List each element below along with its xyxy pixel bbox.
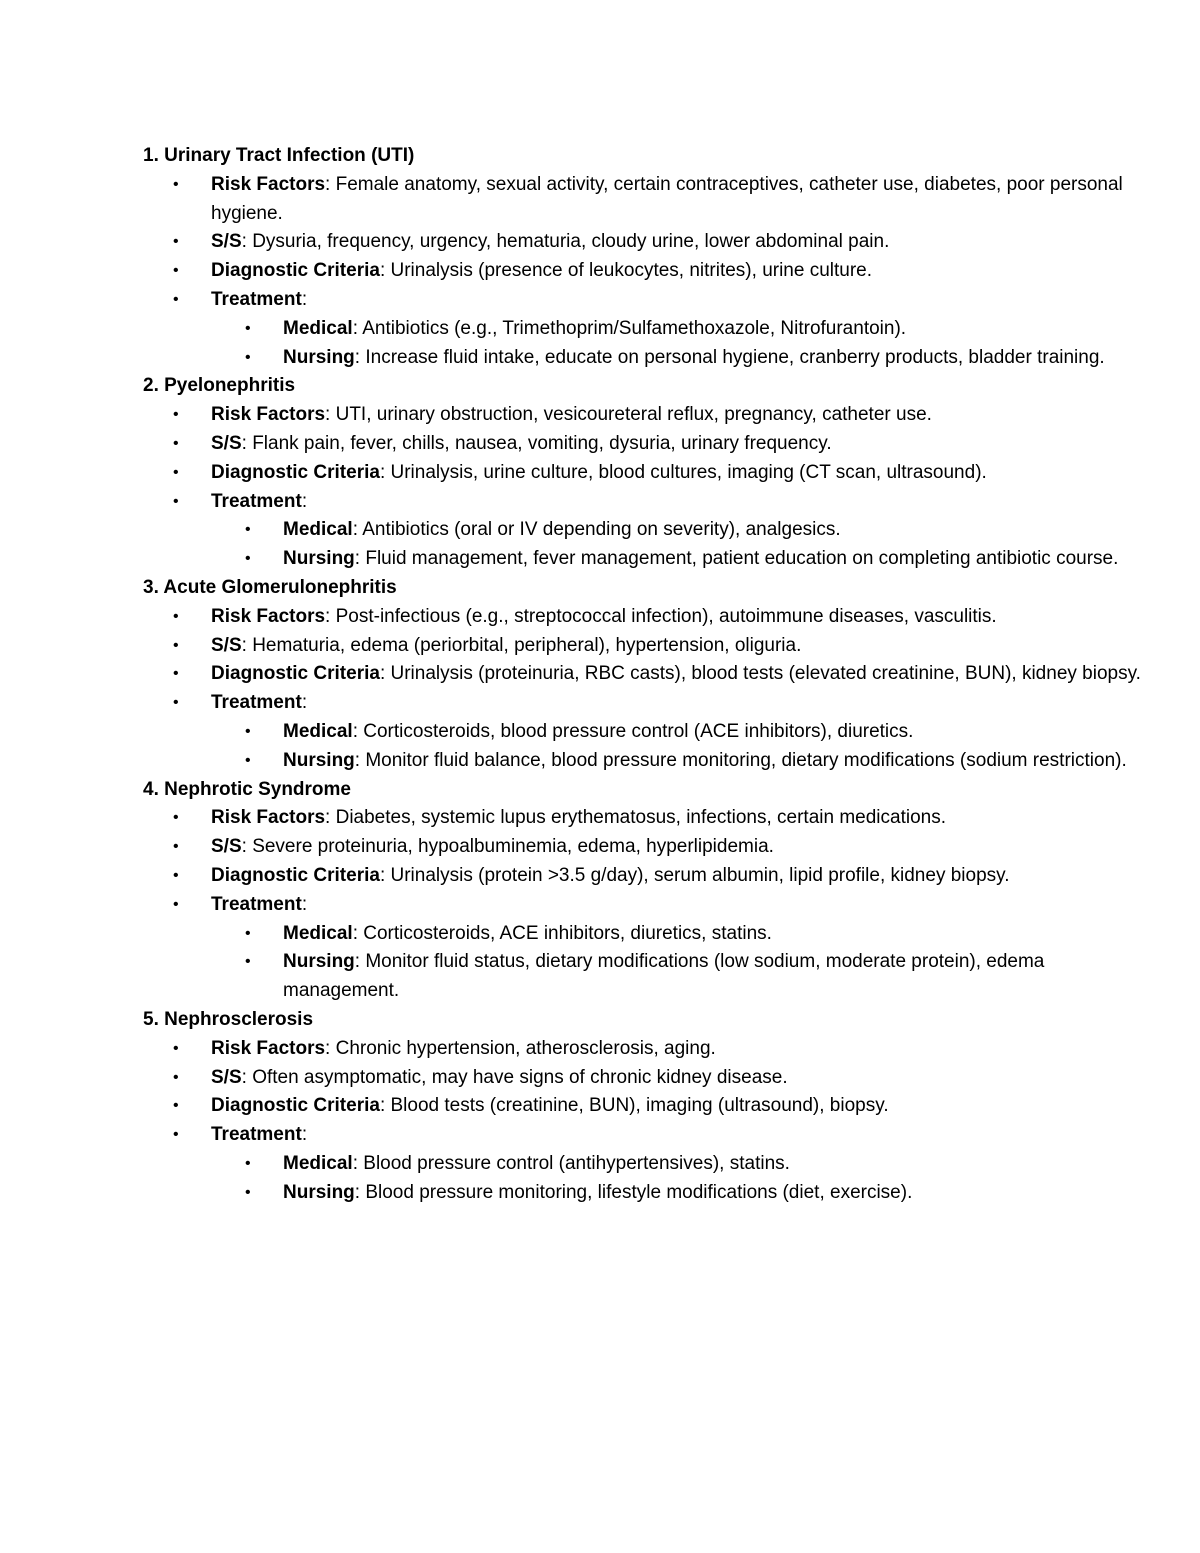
- item-text: Monitor fluid balance, blood pressure monitoring, dietary modifications (sodium restriction).: [365, 749, 1127, 771]
- item-separator: :: [325, 173, 336, 195]
- bullet-icon: •: [245, 521, 251, 539]
- item-label: S/S: [211, 634, 242, 656]
- bullet-icon: •: [245, 953, 251, 971]
- bullet-icon: •: [245, 924, 251, 942]
- section: [143, 142, 1143, 372]
- item-label: Diagnostic Criteria: [211, 461, 380, 483]
- section-title: 2. Pyelonephritis: [143, 375, 296, 397]
- item-text: Female anatomy, sexual activity, certain contraceptives, catheter use, diabetes, poor personal hygiene.: [211, 173, 1123, 224]
- item-separator: :: [301, 1124, 308, 1146]
- section-title: 5. Nephrosclerosis: [143, 1008, 314, 1030]
- item-text: Chronic hypertension, atherosclerosis, aging.: [335, 1037, 716, 1059]
- item-separator: :: [354, 548, 366, 570]
- item-label: Treatment: [211, 288, 302, 310]
- item-separator: :: [241, 432, 253, 454]
- list-item: [143, 862, 1143, 891]
- section: [143, 574, 1143, 776]
- item-separator: :: [352, 922, 364, 944]
- item-label: S/S: [211, 836, 242, 858]
- item-separator: :: [241, 231, 253, 253]
- item-separator: :: [325, 1037, 336, 1059]
- bullet-icon: •: [173, 895, 179, 913]
- item-separator: :: [379, 663, 391, 685]
- list-item: [143, 1092, 1143, 1121]
- item-label: Medical: [283, 519, 353, 541]
- sub-list-item: [143, 920, 1143, 949]
- sub-list-item: [143, 747, 1143, 776]
- item-text: Urinalysis, urine culture, blood cultures, imaging (CT scan, ultrasound).: [390, 461, 987, 483]
- item-label: Risk Factors: [211, 173, 326, 195]
- list-item: [143, 430, 1143, 459]
- sub-list-item: [143, 315, 1143, 344]
- list-item: [143, 286, 1143, 315]
- item-separator: :: [352, 720, 364, 742]
- section: [143, 1006, 1143, 1208]
- item-separator: :: [241, 836, 253, 858]
- item-text: Flank pain, fever, chills, nausea, vomiting, dysuria, urinary frequency.: [252, 432, 832, 454]
- item-label: Risk Factors: [211, 605, 326, 627]
- item-separator: :: [241, 1066, 253, 1088]
- item-text: Severe proteinuria, hypoalbuminemia, edema, hyperlipidemia.: [252, 836, 774, 858]
- sub-list-item: [143, 545, 1143, 574]
- list-item: [143, 228, 1143, 257]
- section-title: 4. Nephrotic Syndrome: [143, 778, 351, 800]
- sub-list-item: [143, 344, 1143, 373]
- bullet-icon: •: [173, 809, 179, 827]
- bullet-icon: •: [245, 348, 251, 366]
- bullet-icon: •: [173, 866, 179, 884]
- item-separator: :: [379, 864, 391, 886]
- item-separator: :: [325, 404, 336, 426]
- item-separator: :: [354, 346, 366, 368]
- list-item: [143, 660, 1143, 689]
- item-separator: :: [301, 893, 308, 915]
- bullet-icon: •: [245, 319, 251, 337]
- item-text: Diabetes, systemic lupus erythematosus, infections, certain medications.: [335, 807, 946, 829]
- section: [143, 372, 1143, 574]
- list-item: [143, 459, 1143, 488]
- item-label: Diagnostic Criteria: [211, 260, 380, 282]
- list-item: [143, 488, 1143, 517]
- bullet-icon: •: [173, 262, 179, 280]
- item-label: Treatment: [211, 692, 302, 714]
- item-separator: :: [352, 317, 363, 339]
- item-separator: :: [301, 692, 308, 714]
- item-separator: :: [325, 807, 336, 829]
- bullet-icon: •: [173, 1097, 179, 1115]
- bullet-icon: •: [173, 694, 179, 712]
- item-label: Medical: [283, 317, 353, 339]
- item-separator: :: [352, 519, 363, 541]
- item-label: Medical: [283, 1152, 353, 1174]
- item-label: Risk Factors: [211, 404, 326, 426]
- item-text: Urinalysis (protein >3.5 g/day), serum albumin, lipid profile, kidney biopsy.: [390, 864, 1010, 886]
- bullet-icon: •: [173, 434, 179, 452]
- item-label: Medical: [283, 922, 353, 944]
- list-item: [143, 1064, 1143, 1093]
- item-text: Urinalysis (presence of leukocytes, nitrites), urine culture.: [390, 260, 873, 282]
- bullet-icon: •: [245, 550, 251, 568]
- item-text: Monitor fluid status, dietary modifications (low sodium, moderate protein), edema management.: [283, 951, 1045, 1002]
- item-label: Diagnostic Criteria: [211, 663, 380, 685]
- list-item: [143, 689, 1143, 718]
- item-text: Often asymptomatic, may have signs of chronic kidney disease.: [252, 1066, 788, 1088]
- document-body: [143, 142, 1143, 1207]
- bullet-icon: •: [173, 607, 179, 625]
- item-label: S/S: [211, 231, 242, 253]
- bullet-icon: •: [173, 1068, 179, 1086]
- item-label: Nursing: [283, 951, 355, 973]
- item-text: Blood pressure control (antihypertensives), statins.: [363, 1152, 790, 1174]
- list-item: [143, 171, 1143, 229]
- list-item: [143, 603, 1143, 632]
- item-text: Blood pressure monitoring, lifestyle modifications (diet, exercise).: [365, 1181, 913, 1203]
- item-label: Nursing: [283, 346, 355, 368]
- bullet-icon: •: [173, 665, 179, 683]
- item-label: Risk Factors: [211, 807, 326, 829]
- list-item: [143, 632, 1143, 661]
- list-item: [143, 1121, 1143, 1150]
- item-separator: :: [241, 634, 253, 656]
- list-item: [143, 833, 1143, 862]
- item-separator: :: [301, 288, 308, 310]
- item-label: Risk Factors: [211, 1037, 326, 1059]
- item-separator: :: [379, 260, 391, 282]
- item-label: S/S: [211, 1066, 242, 1088]
- item-label: S/S: [211, 432, 242, 454]
- item-label: Nursing: [283, 1181, 355, 1203]
- item-text: Antibiotics (oral or IV depending on severity), analgesics.: [362, 519, 841, 541]
- item-separator: :: [354, 951, 366, 973]
- bullet-icon: •: [245, 722, 251, 740]
- item-label: Treatment: [211, 490, 302, 512]
- sub-list-item: [143, 1150, 1143, 1179]
- bullet-icon: •: [173, 636, 179, 654]
- bullet-icon: •: [245, 1183, 251, 1201]
- item-label: Diagnostic Criteria: [211, 864, 380, 886]
- list-item: [143, 1035, 1143, 1064]
- list-item: [143, 891, 1143, 920]
- item-separator: :: [301, 490, 308, 512]
- bullet-icon: •: [245, 1154, 251, 1172]
- sub-list-item: [143, 948, 1143, 1006]
- section-title: 1. Urinary Tract Infection (UTI): [143, 145, 415, 166]
- item-separator: :: [352, 1152, 364, 1174]
- item-text: Dysuria, frequency, urgency, hematuria, cloudy urine, lower abdominal pain.: [252, 231, 890, 253]
- sub-list-item: [143, 718, 1143, 747]
- item-label: Treatment: [211, 1124, 302, 1146]
- item-separator: :: [354, 749, 366, 771]
- item-label: Nursing: [283, 749, 355, 771]
- item-separator: :: [379, 461, 391, 483]
- item-text: Hematuria, edema (periorbital, peripheral), hypertension, oliguria.: [252, 634, 802, 656]
- bullet-icon: •: [173, 406, 179, 424]
- list-item: [143, 401, 1143, 430]
- section-title: 3. Acute Glomerulonephritis: [143, 576, 397, 598]
- item-label: Medical: [283, 720, 353, 742]
- item-label: Nursing: [283, 548, 355, 570]
- bullet-icon: •: [173, 175, 179, 193]
- item-separator: :: [354, 1181, 366, 1203]
- item-separator: :: [379, 1095, 391, 1117]
- bullet-icon: •: [173, 838, 179, 856]
- item-label: Diagnostic Criteria: [211, 1095, 380, 1117]
- sub-list-item: [143, 1179, 1143, 1208]
- bullet-icon: •: [173, 233, 179, 251]
- item-text: Antibiotics (e.g., Trimethoprim/Sulfamethoxazole, Nitrofurantoin).: [362, 317, 907, 339]
- bullet-icon: •: [245, 751, 251, 769]
- sub-list-item: [143, 516, 1143, 545]
- bullet-icon: •: [173, 463, 179, 481]
- bullet-icon: •: [173, 290, 179, 308]
- bullet-icon: •: [173, 492, 179, 510]
- bullet-icon: •: [173, 1039, 179, 1057]
- list-item: [143, 257, 1143, 286]
- item-label: Treatment: [211, 893, 302, 915]
- item-text: Corticosteroids, ACE inhibitors, diuretics, statins.: [363, 922, 772, 944]
- section: [143, 776, 1143, 1006]
- item-text: Blood tests (creatinine, BUN), imaging (ultrasound), biopsy.: [390, 1095, 889, 1117]
- item-text: Corticosteroids, blood pressure control (ACE inhibitors), diuretics.: [363, 720, 914, 742]
- item-text: Urinalysis (proteinuria, RBC casts), blood tests (elevated creatinine, BUN), kidney biopsy.: [390, 663, 1141, 685]
- list-item: [143, 804, 1143, 833]
- item-text: Increase fluid intake, educate on personal hygiene, cranberry products, bladder training.: [365, 346, 1105, 368]
- item-text: UTI, urinary obstruction, vesicoureteral reflux, pregnancy, catheter use.: [335, 404, 932, 426]
- item-text: Post-infectious (e.g., streptococcal infection), autoimmune diseases, vasculitis.: [335, 605, 997, 627]
- bullet-icon: •: [173, 1126, 179, 1144]
- item-separator: :: [325, 605, 336, 627]
- item-text: Fluid management, fever management, patient education on completing antibiotic course.: [365, 548, 1119, 570]
